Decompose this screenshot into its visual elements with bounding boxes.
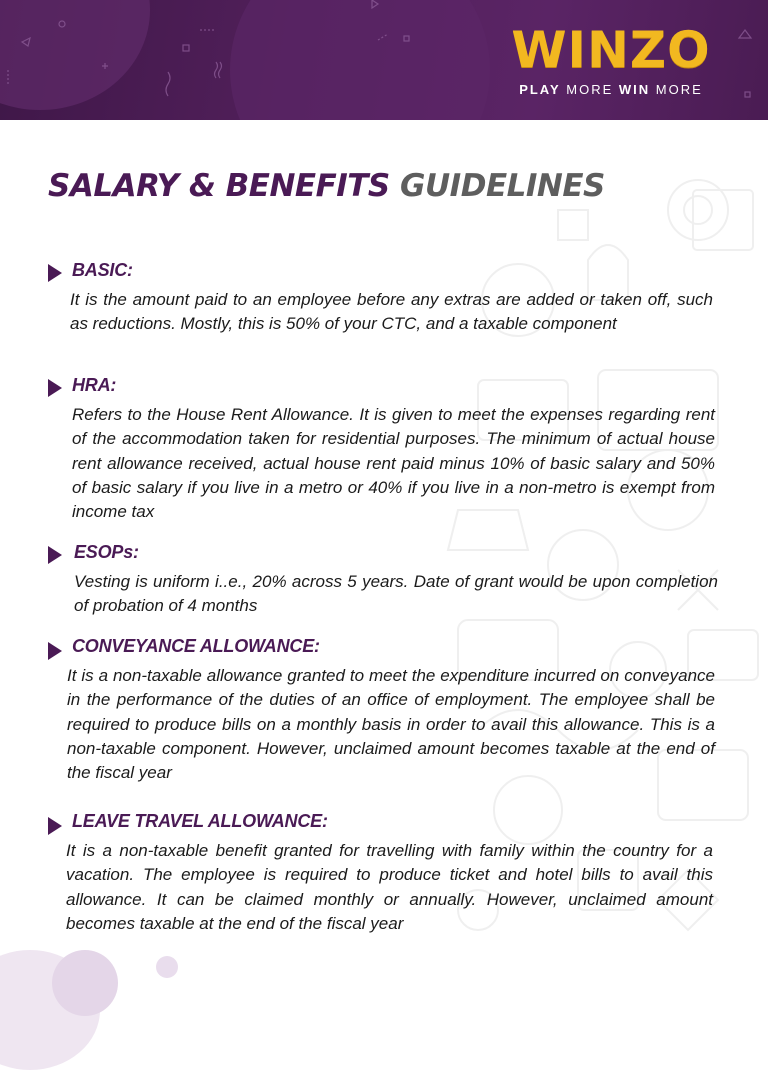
section-heading: ESOPs: <box>74 542 139 562</box>
section-conveyance-allowance <box>48 636 715 785</box>
logo-wordmark: WINZO <box>511 21 711 79</box>
section-heading: HRA: <box>72 375 117 395</box>
tagline-word: PLAY <box>519 82 561 97</box>
tagline-word: MORE <box>650 82 703 97</box>
section-esops <box>48 542 718 619</box>
section-header <box>48 636 715 660</box>
section-header <box>48 375 715 399</box>
tagline-word: WIN <box>618 82 651 97</box>
chevron-right-icon <box>48 264 62 282</box>
section-hra <box>48 375 715 524</box>
decorative-blob <box>156 956 178 978</box>
section-header <box>48 811 713 835</box>
brand-tagline <box>506 82 716 97</box>
brand-logo <box>506 21 716 97</box>
section-heading: LEAVE TRAVEL ALLOWANCE: <box>72 811 328 831</box>
section-header <box>48 260 713 284</box>
section-body: It is the amount paid to an employee before any extras are added or taken off, such as reductions. Mostly, this is 50% of your CTC, and a taxable component <box>70 290 713 334</box>
section-basic <box>48 260 713 337</box>
decorative-blob <box>52 950 118 1016</box>
chevron-right-icon <box>48 817 62 835</box>
title-secondary: GUIDELINES <box>389 168 605 204</box>
chevron-right-icon <box>48 546 62 564</box>
chevron-right-icon <box>48 379 62 397</box>
section-leave-travel-allowance <box>48 811 713 936</box>
section-body: It is a non-taxable allowance granted to meet the expenditure incurred on conveyance in the performance of the duties of an office of employment. The employee shall be required to produce bills on a monthly basis in order to avail this allowance. This is a non-taxable component. However, unclaimed amount becomes taxable at the end of the fiscal year <box>67 666 715 783</box>
chevron-right-icon <box>48 642 62 660</box>
section-heading: BASIC: <box>72 260 133 280</box>
section-body: It is a non-taxable benefit granted for travelling with family within the country for a vacation. The employee is required to produce ticket and hotel bills to avail this allowance. It can be claimed monthly or annually. However, unclaimed amount becomes taxable at the end of the fiscal year <box>66 841 713 933</box>
section-body: Vesting is uniform i..e., 20% across 5 years. Date of grant would be upon completion of probation of 4 months <box>74 572 718 616</box>
section-header <box>48 542 718 566</box>
title-primary: SALARY & BENEFITS <box>48 168 390 204</box>
tagline-word: MORE <box>560 82 619 97</box>
section-heading: CONVEYANCE ALLOWANCE: <box>72 636 320 656</box>
section-body: Refers to the House Rent Allowance. It is given to meet the expenses regarding rent of the accommodation taken for residential purposes. The minimum of actual house rent allowance received, actual house rent paid minus 10% of basic salary and 50% of basic salary if you live in a metro or 40% if you live in a non-metro is exempt from income tax <box>72 405 715 522</box>
page-title <box>48 168 605 204</box>
header-banner <box>0 0 768 120</box>
